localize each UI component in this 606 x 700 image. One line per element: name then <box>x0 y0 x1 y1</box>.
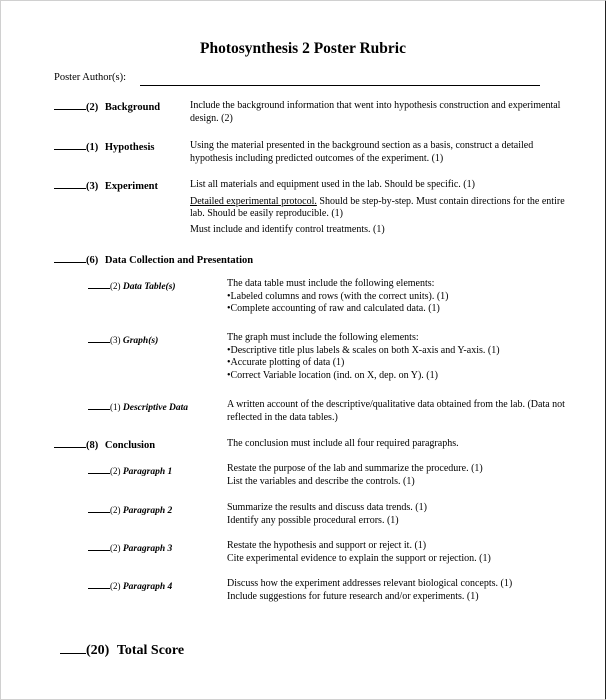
paragraph-2-description: Summarize the results and discuss data trends. (1) Identify any possible procedural errors. (1) <box>227 502 427 526</box>
poster-authors-label: Poster Author(s): <box>54 72 127 83</box>
page-title: Photosynthesis 2 Poster Rubric <box>200 40 406 57</box>
hypothesis-description: Using the material presented in the background section as a basis, construct a detailed hypothesis including predicted outcomes of the experiment. (1) <box>190 140 534 164</box>
paragraph-4-description: Discuss how the experiment addresses relevant biological concepts. (1) Include suggestions for future research and/or experiments. (1) <box>227 578 513 602</box>
conclusion-description: The conclusion must include all four required paragraphs. <box>227 438 459 449</box>
subsection-graphs: (3) Graph(s) <box>88 332 158 346</box>
score-blank[interactable] <box>88 540 110 551</box>
score-blank[interactable] <box>54 99 86 110</box>
descriptive-data-description: A written account of the descriptive/qualitative data obtained from the lab. (Data not reflected in the data tables.) <box>227 399 565 423</box>
section-conclusion: (8) Conclusion <box>54 437 155 451</box>
score-blank[interactable] <box>54 178 86 189</box>
graphs-description: The graph must include the following elements: • Descriptive title plus labels & scales on both X-axis and Y-axis. (1) • Accurate plotting of data (1) • Correct Variable location (ind. on X, dep. on Y). (1) <box>227 332 577 382</box>
score-blank[interactable] <box>54 437 86 448</box>
background-description: Include the background information that went into hypothesis construction and experimental design. (2) <box>190 100 561 124</box>
subsection-paragraph-4: (2) Paragraph 4 <box>88 578 172 592</box>
score-blank[interactable] <box>88 278 110 289</box>
subsection-paragraph-3: (2) Paragraph 3 <box>88 540 172 554</box>
subsection-paragraph-1: (2) Paragraph 1 <box>88 463 172 477</box>
data-tables-description: The data table must include the following elements: • Labeled columns and rows (with the correct units). (1) • Complete accounting of raw and calculated data. (1) <box>227 278 577 316</box>
section-hypothesis: (1) Hypothesis <box>54 139 154 153</box>
score-blank[interactable] <box>88 502 110 513</box>
section-background: (2) Background <box>54 99 160 113</box>
subsection-data-tables: (2) Data Table(s) <box>88 278 176 292</box>
score-blank[interactable] <box>88 332 110 343</box>
subsection-paragraph-2: (2) Paragraph 2 <box>88 502 172 516</box>
section-data-collection: (6) Data Collection and Presentation <box>54 252 253 266</box>
score-blank[interactable] <box>60 640 86 654</box>
total-score: (20) Total Score <box>60 640 184 659</box>
paragraph-1-description: Restate the purpose of the lab and summarize the procedure. (1) List the variables and describe the controls. (1) <box>227 463 483 487</box>
subsection-descriptive-data: (1) Descriptive Data <box>88 399 188 413</box>
score-blank[interactable] <box>88 399 110 410</box>
poster-authors-line[interactable] <box>140 85 540 86</box>
experiment-description: List all materials and equipment used in the lab. Should be specific. (1) Detailed experimental protocol. Should be step-by-step. Must contain directions for the entire lab. Should be easily reproducible. (1) Must include and identify control treatments. (1) <box>190 179 565 235</box>
paragraph-3-description: Restate the hypothesis and support or reject it. (1) Cite experimental evidence to explain the support or rejection. (1) <box>227 540 491 564</box>
score-blank[interactable] <box>88 578 110 589</box>
section-experiment: (3) Experiment <box>54 178 158 192</box>
score-blank[interactable] <box>54 139 86 150</box>
score-blank[interactable] <box>88 463 110 474</box>
score-blank[interactable] <box>54 252 86 263</box>
